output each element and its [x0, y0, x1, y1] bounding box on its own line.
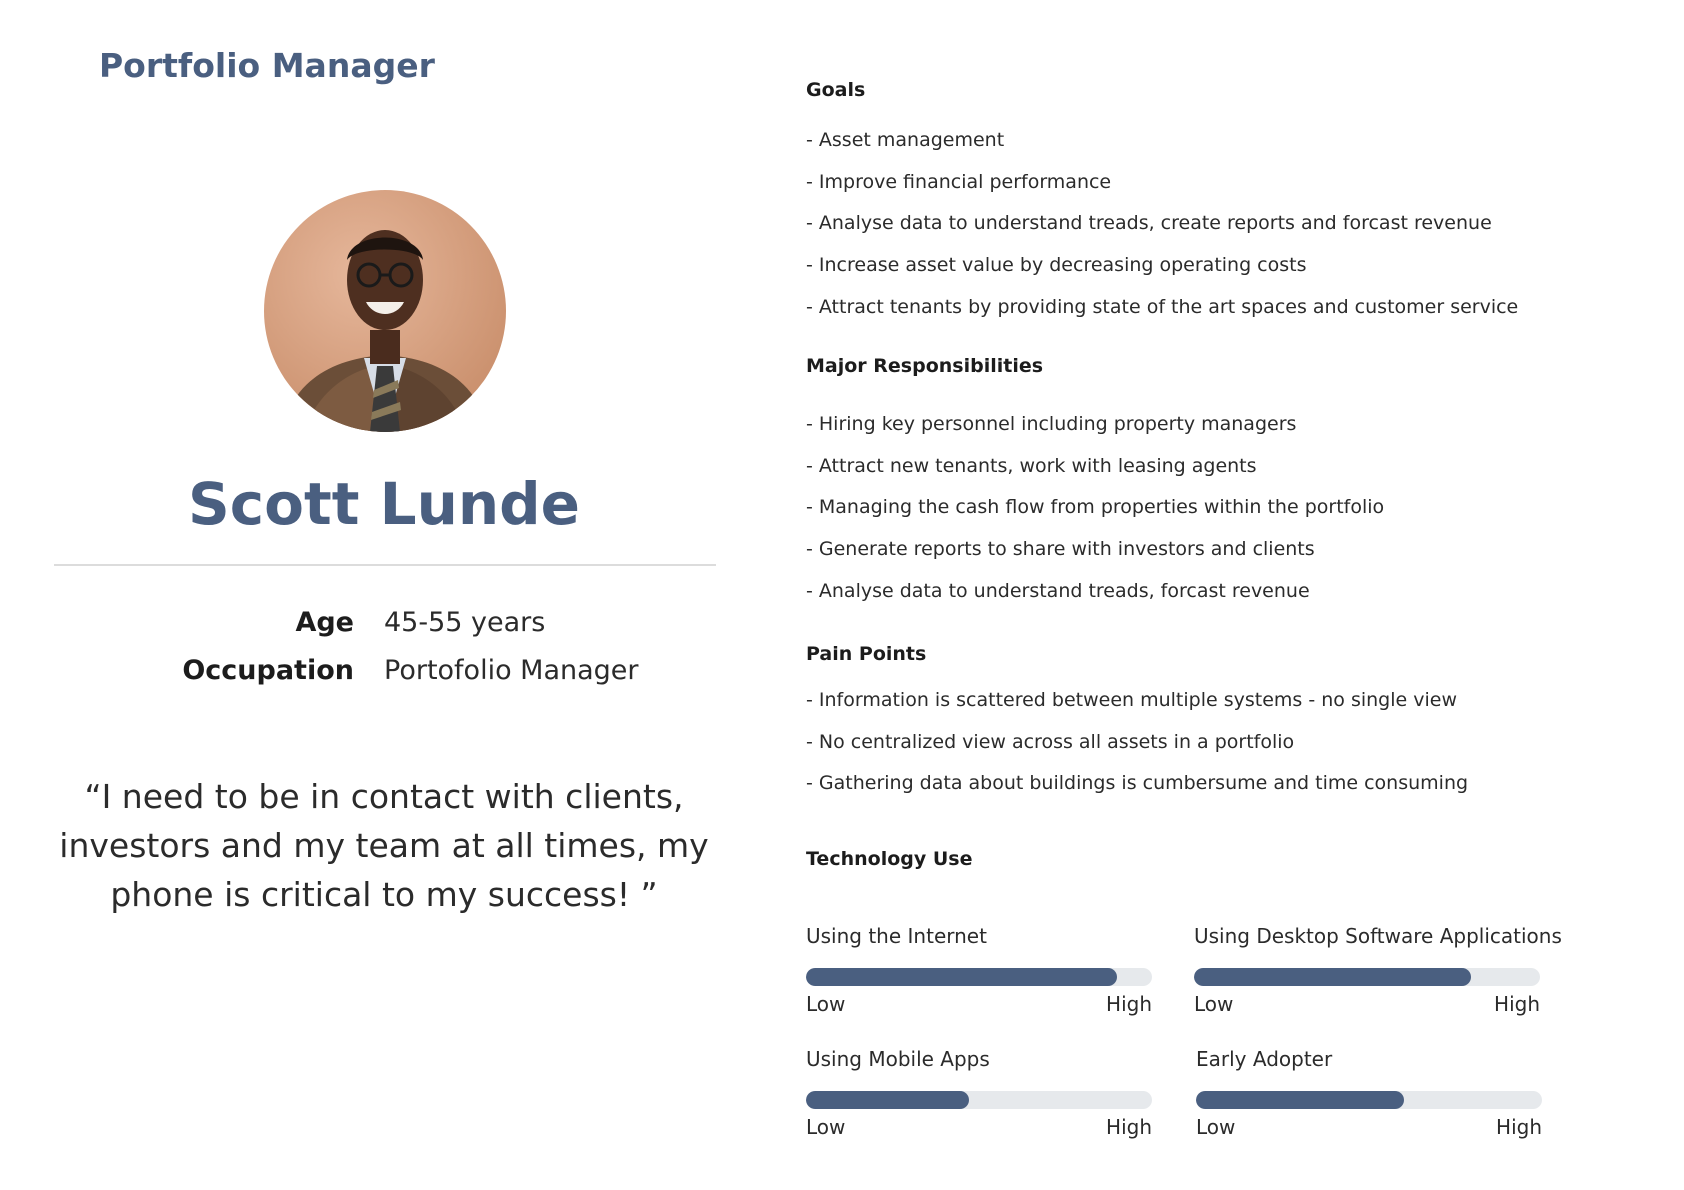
list-item: - Information is scattered between multiple systems - no single view [806, 689, 1457, 711]
meter-high-label: High [1106, 1115, 1152, 1139]
meter-fill [1196, 1091, 1404, 1109]
list-item: - Attract new tenants, work with leasing agents [806, 455, 1257, 477]
meter-scale [806, 992, 1152, 1016]
meter-label: Early Adopter [1196, 1047, 1333, 1071]
persona-name: Scott Lunde [187, 470, 581, 538]
meter-scale [806, 1115, 1152, 1139]
list-item: - Managing the cash flow from properties within the portfolio [806, 496, 1385, 518]
meter-high-label: High [1494, 992, 1540, 1016]
pain-points-heading: Pain Points [806, 643, 927, 665]
meter-fill [806, 968, 1117, 986]
meter-track [806, 968, 1152, 986]
list-item: - Attract tenants by providing state of the art spaces and customer service [806, 296, 1519, 318]
list-item: - Gathering data about buildings is cumbersume and time consuming [806, 772, 1469, 794]
persona-role-title: Portfolio Manager [99, 46, 435, 85]
meter-label: Using Mobile Apps [806, 1047, 990, 1071]
meter-low-label: Low [1196, 1115, 1236, 1139]
goals-heading: Goals [806, 79, 866, 101]
occupation-value: Portofolio Manager [384, 654, 639, 686]
list-item: - Asset management [806, 129, 1005, 151]
age-row [54, 598, 714, 646]
meter-scale [1196, 1115, 1542, 1139]
list-item: - No centralized view across all assets in a portfolio [806, 731, 1295, 753]
persona-facts [54, 598, 714, 694]
tech-meter-desktop-software [1194, 922, 1562, 1016]
meter-high-label: High [1106, 992, 1152, 1016]
persona-quote: “I need to be in contact with clients, investors and my team at all times, my phone is critical to my success! ” [59, 777, 709, 914]
list-item: - Improve financial performance [806, 171, 1112, 193]
meter-track [1196, 1091, 1542, 1109]
meter-track [806, 1091, 1152, 1109]
meter-fill [806, 1091, 969, 1109]
list-item: - Analyse data to understand treads, create reports and forcast revenue [806, 212, 1492, 234]
age-value: 45-55 years [384, 606, 546, 638]
tech-meter-early-adopter [1196, 1045, 1542, 1139]
meter-label: Using Desktop Software Applications [1194, 924, 1562, 948]
meter-high-label: High [1496, 1115, 1542, 1139]
meter-scale [1194, 992, 1540, 1016]
meter-low-label: Low [806, 992, 846, 1016]
list-item: - Analyse data to understand treads, forcast revenue [806, 580, 1310, 602]
age-label: Age [295, 606, 354, 638]
meter-track [1194, 968, 1540, 986]
list-item: - Increase asset value by decreasing operating costs [806, 254, 1307, 276]
occupation-label: Occupation [182, 654, 354, 686]
list-item: - Hiring key personnel including property managers [806, 413, 1297, 435]
list-item: - Generate reports to share with investors and clients [806, 538, 1315, 560]
responsibilities-heading: Major Responsibilities [806, 355, 1044, 377]
meter-label: Using the Internet [806, 924, 987, 948]
tech-meter-internet [806, 922, 1152, 1016]
meter-low-label: Low [806, 1115, 846, 1139]
technology-heading: Technology Use [806, 848, 973, 870]
occupation-row [54, 646, 714, 694]
meter-fill [1194, 968, 1471, 986]
persona-photo [264, 190, 506, 432]
tech-meter-mobile-apps [806, 1045, 1152, 1139]
meter-low-label: Low [1194, 992, 1234, 1016]
divider [54, 564, 716, 566]
